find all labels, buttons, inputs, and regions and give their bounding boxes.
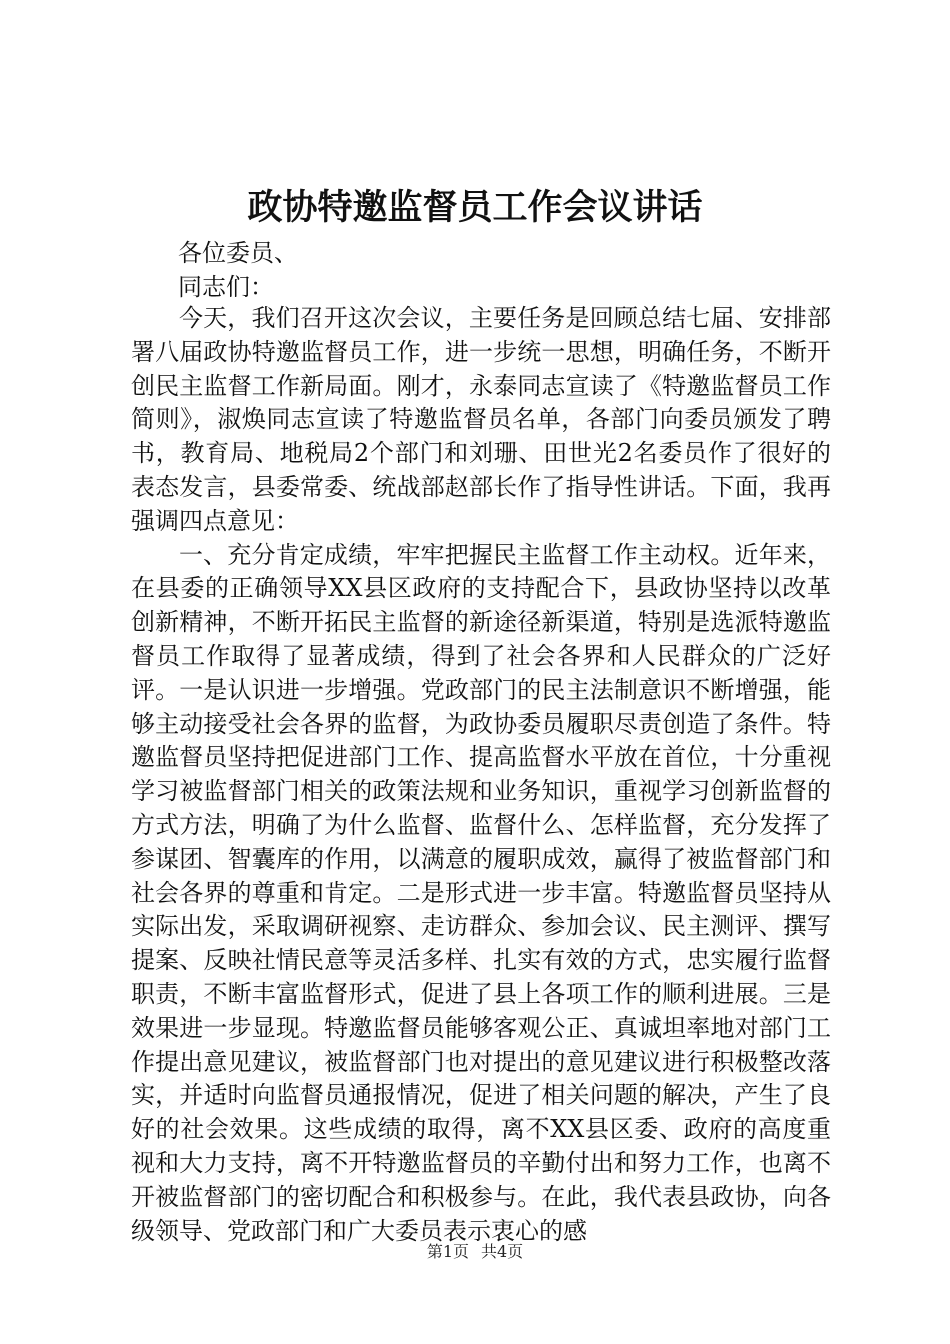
body-paragraph-2: 一、充分肯定成绩，牢牢把握民主监督工作主动权。近年来，在县委的正确领导XX县区政府的支持配合下，县政协坚持以改革创新精神，不断开拓民主监督的新途径新渠道，特别是选派特邀监督员工作取得了显著成绩，得到了社会各界和人民群众的广泛好评。一是认识进一步增强。党政部门的民主法制意识不断增强，能够主动接受社会各界的监督，为政协委员履职尽责创造了条件。特邀监督员坚持把促进部门工作、提高监督水平放在首位，十分重视学习被监督部门相关的政策法规和业务知识，重视学习创新监督的方式方法，明确了为什么监督、监督什么、怎样监督，充分发挥了参谋团、智囊库的作用，以满意的履职成效，赢得了被监督部门和社会各界的尊重和肯定。二是形式进一步丰富。特邀监督员坚持从实际出发，采取调研视察、走访群众、参加会议、民主测评、撰写提案、反映社情民意等灵活多样、扎实有效的方式，忠实履行监督职责，不断丰富监督形式，促进了县上各项工作的顺利进展。三是效果进一步显现。特邀监督员能够客观公正、真诚坦率地对部门工作提出意见建议，被监督部门也对提出的意见建议进行积极整改落实，并适时向监督员通报情况，促进了相关问题的解决，产生了良好的社会效果。这些成绩的取得，离不XX县区委、政府的高度重视和大力支持，离不开特邀监督员的辛勤付出和努力工作，也离不开被监督部门的密切配合和积极参与。在此，我代表县政协，向各级领导、党政部门和广大委员表示衷心的感 [131, 540, 831, 1245]
page-number: 第1页 [426, 1242, 469, 1261]
salutation-line-2: 同志们： [178, 273, 274, 301]
document-title: 政协特邀监督员工作会议讲话 [247, 187, 703, 228]
page-total: 共4页 [481, 1242, 524, 1261]
body-paragraph-1: 今天，我们召开这次会议，主要任务是回顾总结七届、安排部署八届政协特邀监督员工作，进一步统一思想，明确任务，不断开创民主监督工作新局面。刚才，永泰同志宣读了《特邀监督员工作简则》，淑焕同志宣读了特邀监督员名单，各部门向委员颁发了聘书，教育局、地税局2个部门和刘珊、田世光2名委员作了很好的表态发言，县委常委、统战部赵部长作了指导性讲话。下面，我再强调四点意见： [131, 304, 831, 535]
salutation-line-1: 各位委员、 [178, 239, 298, 267]
page-footer [0, 1240, 950, 1264]
document-body [131, 302, 831, 1248]
